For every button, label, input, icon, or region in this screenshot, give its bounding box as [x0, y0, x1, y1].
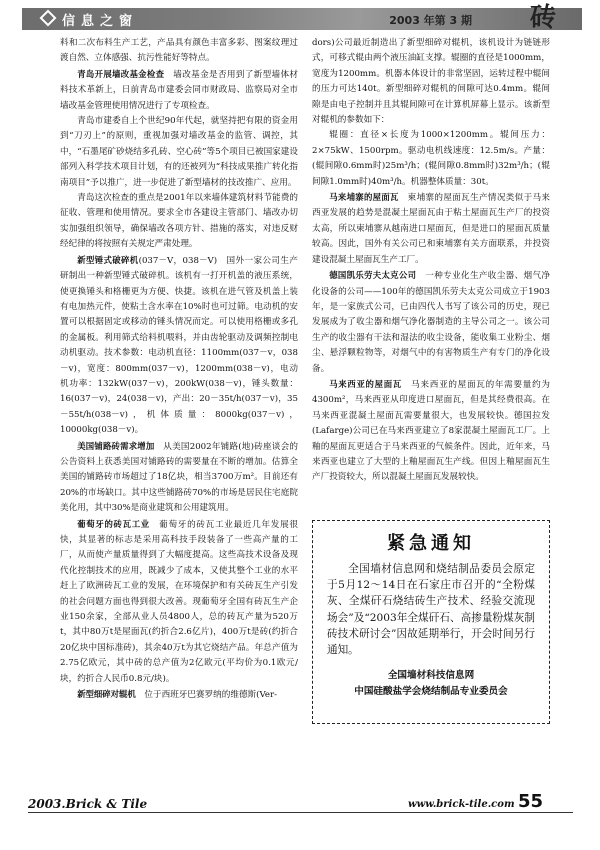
page-number: 55 — [518, 791, 544, 812]
notice-signature: 中国硅酸盐学会烧结制品专业委员会 — [354, 686, 508, 698]
article-heading: 新型细碎对辊机 — [77, 689, 136, 700]
notice-body: 全国墙材信息网和烧结制品委员会原定于5月12～14日在石家庄市召开的“全粉煤灰、全煤矸石烧结砖生产技术、经验交流现场会”及“2003年全煤矸石、高掺量粉煤灰制砖技术研讨会”因故延期举行，开会时间另行通知。 — [327, 563, 535, 657]
article-text: 一种专业化生产收尘器、烟气净化设备的公司——100年的德国凯乐劳夫太克公司成立于1903年，是一家族式公司，已由四代人书写了该公司的历史，现已发展成为了收尘器和烟气净化器制造的主导公司之一。该公司生产的收尘器有干法和湿法的收尘设备，能收集工业粉尘、烟尘、悬浮颗粒物等，对烟气中的有害物质生产有专门的净化设备。 — [312, 271, 550, 374]
urgent-notice-box — [312, 520, 550, 724]
article-heading: 马来西亚的屋面瓦 — [329, 378, 402, 389]
issue-label: 2003 年第 3 期 — [389, 14, 472, 27]
article-text: 墙改基金是否用到了新型墙体材料技术革新上，日前青岛市建委会同市财政局、监察局对全市墙改基金管理使用情况进行了专项检查。 — [60, 69, 298, 111]
article-text: 柬埔寨的屋面瓦生产情况类似于马来西亚发展的趋势是混凝土屋面瓦由于粘土屋面瓦生产厂的投资太高，所以柬埔寨从越南进口屋面瓦，但是进口的屋面瓦质量较高。因此，国外有关公司已和柬埔寨有关方面联系，并投资建设混凝土屋面瓦生产工厂。 — [312, 193, 550, 265]
article-text: (037－V，038－V) 国外一家公司生产研制出一种新型锤式破碎机。该机有一打开机盖的液压系统，使更换锤头和格栅更为方便、快捷。该机在进气管及机盖上装有电加热元件，使粘土含水率在10%时也可过筛。电动机的安置可以根据固定或移动的锤头情况而定。可以使用格栅或多孔的金属板。利用筛式给料机喂料，并由齿轮驱动及调频控制电动机驱动。技术参数：电动机直径：1100mm(037－v，038－v)，宽度：800mm(037－v)，1200mm(038－v)，电动机功率：132kW(037－v)，200kW(038－v)，锤头数量：16(037－v)，24(038－v)，产出：20－35t/h(037－v)，35－55t/h(038－v)，机体质量：8000kg(037－v)，10000kg(038－v)。 — [60, 255, 298, 436]
journal-name: 2003.Brick & Tile — [28, 797, 148, 811]
article-text: 青岛市建委自上个世纪90年代起，就坚持把有限的资金用到“刀刃上”的原则，重视加强对墙改基金的监管、调控，其中，“石墨尾矿砂烧结多孔砖、空心砖”等5个项目已被国家建设部列入科学技术项目计划，有的还被列为“科技成果推广转化指南项目”予以推广，进一步促进了新型墙材的技改推广、应用。 — [60, 116, 298, 188]
article-text: 辊圈：直径×长度为1000×1200mm。辊间压力：2×75kW、1500rpm。驱动电机线速度：12.5m/s。产量：(辊间隙0.6mm时)25m³/h；(辊间隙0.8mm时)32m³/h；(辊间隙1.0mm时)40m³/h。机器整体质量：30t。 — [312, 130, 550, 187]
page-header — [22, 3, 582, 33]
notice-signature: 全国墙材科技信息网 — [387, 670, 475, 682]
article-text: 位于西班牙巴赛罗纳的维德斯(Ver- — [135, 690, 277, 701]
footer-divider — [28, 812, 573, 813]
article-paragraph — [312, 36, 550, 128]
article-paragraph — [312, 377, 550, 486]
website-link[interactable]: www.brick-tile.com — [408, 799, 515, 810]
article-paragraph — [60, 67, 298, 114]
article-text: 青岛这次检查的重点是2001年以来墙体建筑材料节能费的征收、管理和使用情况。要求全市各建设主管部门、墙改办切实加强组织领导，确保墙改各项方针、措施的落实，对违反财经纪律的将按照有关规定严肃处理。 — [60, 193, 298, 250]
article-paragraph — [312, 268, 550, 377]
article-paragraph — [60, 36, 298, 67]
article-paragraph — [60, 439, 298, 517]
left-column — [60, 36, 298, 703]
article-text: 葡萄牙的砖瓦工业最近几年发展很快，其显著的标志是采用高科技手段装备了一些高产量的工厂，从而使产量质量得到了大幅度提高。这些高技术设备及现代化控制技术的应用，既减少了成本，又使其整个工业的水平赶上了欧洲砖瓦工业的发展，在环境保护和有关砖瓦生产引发的社会问题方面也得到很大改善。现葡萄牙全国有砖瓦生产企业150余家，全部从业人员4800人，总的砖瓦产量为520万t，其中80万t是屋面瓦(约折合2.6亿片)，400万t是砖(约折合20亿块中国标准砖)，其余40万t为其它烧结产品。年总产值为2.75亿欧元，其中砖的总产值为2亿欧元(平均价为0.1欧元/块，约折合人民币0.8元/块)。 — [60, 519, 298, 684]
article-paragraph — [60, 253, 298, 439]
article-paragraph — [60, 517, 298, 687]
diamond-icon — [40, 10, 57, 27]
article-text: dors)公司最近制造出了新型细碎对辊机，该机设计为链链形式，可移式辊由两个液压油缸支撑。辊圈的直径是1000mm，宽度为1200mm。机器本体设计的非常坚固，运转过程中辊间的压力可达140t。新型细碎对辊机的间隙可达0.4mm。辊间隙是由电子控制并且其辊间隙可在计算机屏幕上显示。该新型对辊机的参数如下： — [312, 38, 550, 126]
article-text: 从美国2002年铺路(地)砖座谈会的公告资料上获悉美国对铺路砖的需要量在不断的增加。估算全美国的铺路砖市场超过了18亿块，相当3700万m²。目前还有20%的市场缺口。其中这些铺路砖70%的市场是居民住宅庭院美化用，其中30%是商业建筑和公用建筑用。 — [60, 441, 299, 514]
article-paragraph — [60, 114, 298, 191]
article-heading: 美国铺路砖需求增加 — [77, 440, 155, 451]
journal-logo: 砖 — [529, 3, 556, 33]
article-heading: 葡萄牙的砖瓦工业 — [77, 518, 150, 529]
right-column — [312, 36, 550, 486]
article-paragraph — [60, 687, 298, 703]
article-paragraph — [60, 191, 298, 253]
article-heading: 德国凯乐劳夫太克公司 — [329, 270, 417, 281]
section-title: 信息之窗 — [62, 14, 139, 29]
article-heading: 马来埔寨的屋面瓦 — [329, 192, 399, 203]
article-text: 料和二次布料生产工艺，产品具有颜色丰富多彩、图案纹理过渡自然、立体感强、抗污性能好等特点。 — [60, 38, 298, 64]
article-paragraph — [312, 128, 550, 190]
notice-title: 紧急通知 — [387, 533, 475, 554]
article-heading: 青岛开展墙改基金检查 — [77, 68, 165, 79]
article-text: 马来西亚的屋面瓦的年需要量约为4300m²，马来西亚从印度进口屋面瓦，但是其经费很高。在马来西亚混凝土屋面瓦需要量很大，也发展较快。德国拉发(Lafarge)公司已在马来西亚建立了8家混凝土屋面瓦工厂。上釉的屋面瓦更适合于马来西亚的气候条件。因此，近年来，马来西亚也建立了大型的上釉屋面瓦生产线。但因上釉屋面瓦生产厂投资较大，所以混凝土屋面瓦发展较快。 — [312, 379, 550, 483]
article-paragraph — [312, 190, 550, 268]
article-heading: 新型锤式破碎机 — [77, 254, 139, 265]
